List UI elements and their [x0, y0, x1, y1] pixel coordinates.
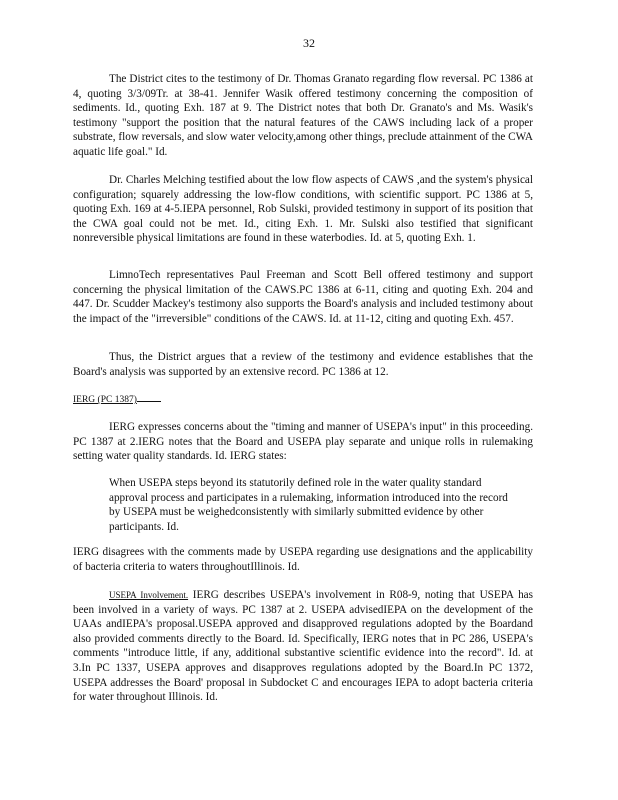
section-heading-ierg-text: IERG (PC 1387) [73, 395, 137, 405]
paragraph-usepa-involvement [73, 588, 533, 705]
heading-underline [137, 400, 161, 402]
paragraph-district-conclusion: Thus, the District argues that a review of the testimony and evidence establishes that the Board's analysis was supported by an extensive record. PC 1386 at 12. [73, 351, 533, 378]
paragraph-melching: Dr. Charles Melching testified about the low flow aspects of CAWS ,and the system's physical configuration; squarely addressing the low-flow conditions, with scientific support. PC 1386 at 5, quoting Exh. 169 at 4-5.IEPA personnel, Rob Sulski, provided testimony in support of its position that the CWA goal could not be met. Id., citing Exh. 1. Mr. Sulski also testified that significant nonreversible physical limitations are found in these waterbodies. Id. at 5, quoting Exh. 1. [73, 174, 533, 245]
paragraph-ierg-concerns: IERG expresses concerns about the "timing and manner of USEPA's input" in this proceeding. PC 1387 at 2.IERG notes that the Board and USEPA play separate and unique rolls in rulemaking setting water quality standards. Id. IERG states: [73, 421, 533, 463]
block-quote: When USEPA steps beyond its statutorily defined role in the water quality standard approval process and participates in a rulemaking, information introduced into the record by USEPA must be weighedconsistently with similarly submitted evidence by other participants. Id. [109, 477, 508, 533]
paragraph-limnotech: LimnoTech representatives Paul Freeman and Scott Bell offered testimony and support concerning the physical limitation of the CAWS.PC 1386 at 6-11, citing and quoting Exh. 204 and 447. Dr. Scudder Mackey's testimony also supports the Board's analysis and included testimony about the impact of the "irreversible" conditions of the CAWS. Id. at 11-12, citing and quoting Exh. 457. [73, 269, 533, 325]
paragraph-ierg-disagrees: IERG disagrees with the comments made by USEPA regarding use designations and the applicability of bacteria criteria to waters throughoutIllinois. Id. [73, 546, 533, 573]
usepa-involvement-text: IERG describes USEPA's involvement in R08-9, noting that USEPA has been involved in a variety of ways. PC 1387 at 2. USEPA advisedIEPA on the development of the UAAs andIEPA's proposal.USEPA approved and disapproved regulations adopted by the Boardand also provided comments directly to the Board. Id. Specifically, IERG notes that in PC 286, USEPA's comments "introduce little, if any, additional substantive scientific evidence into the record". Id. at 3.In PC 1337, USEPA approves and disapproves regulations adopted by the Board.In PC 1372, USEPA addresses the Board' proposal in Subdocket C and encourages IEPA to adopt bacteria criteria for water throughout Illinois. Id. [73, 589, 534, 704]
paragraph-granato: The District cites to the testimony of Dr. Thomas Granato regarding flow reversal. PC 1386 at 4, quoting 3/3/09Tr. at 38-41. Jennifer Wasik offered testimony concerning the composition of sediments. Id., quoting Exh. 187 at 9. The District notes that both Dr. Granato's and Ms. Wasik's testimony "support the position that the natural features of the CAWS including lack of a proper substrate, flow reversals, and slow water velocity,among other things, preclude attainment of the CWA aquatic life goal." Id. [73, 73, 533, 158]
usepa-involvement-heading: USEPA Involvement. [109, 590, 189, 600]
page-number: 32 [303, 36, 315, 50]
section-heading-ierg [73, 393, 161, 408]
